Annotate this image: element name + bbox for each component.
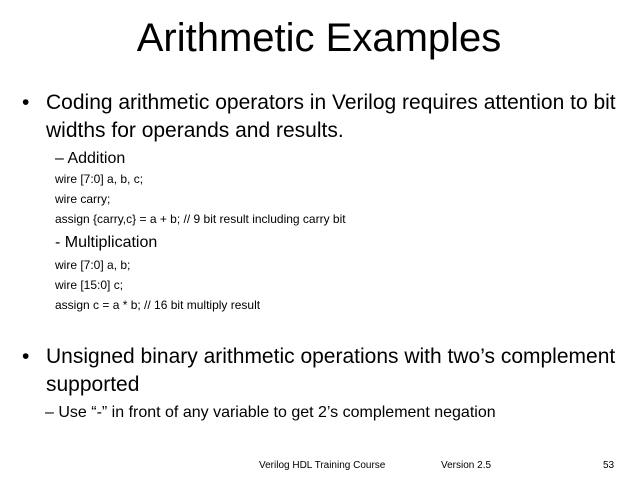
multiplication-heading: - Multiplication bbox=[55, 234, 158, 251]
negation-note: – Use “-” in front of any variable to get 2’s complement negation bbox=[45, 404, 496, 421]
addition-heading: – Addition bbox=[55, 150, 126, 167]
bullet-marker: • bbox=[22, 345, 30, 368]
bullet-marker: • bbox=[22, 91, 30, 114]
code-line: wire [15:0] c; bbox=[55, 278, 124, 292]
bullet-bit-widths bbox=[22, 89, 622, 145]
bullet-unsigned-arithmetic bbox=[22, 343, 622, 399]
bullet-text: Unsigned binary arithmetic operations with two’s complement supported bbox=[46, 345, 616, 396]
code-line: wire [7:0] a, b; bbox=[55, 258, 131, 272]
bullet-text: Coding arithmetic operators in Verilog requires attention to bit widths for operands and results. bbox=[46, 91, 616, 142]
footer-course: Verilog HDL Training Course bbox=[259, 460, 386, 471]
code-line: assign {carry,c} = a + b; // 9 bit result including carry bit bbox=[55, 212, 346, 226]
slide-title: Arithmetic Examples bbox=[136, 16, 502, 60]
page-number: 53 bbox=[603, 460, 615, 471]
code-line: wire carry; bbox=[55, 192, 111, 206]
code-line: wire [7:0] a, b, c; bbox=[55, 172, 144, 186]
footer-version: Version 2.5 bbox=[441, 460, 492, 471]
code-line: assign c = a * b; // 16 bit multiply result bbox=[55, 298, 261, 312]
